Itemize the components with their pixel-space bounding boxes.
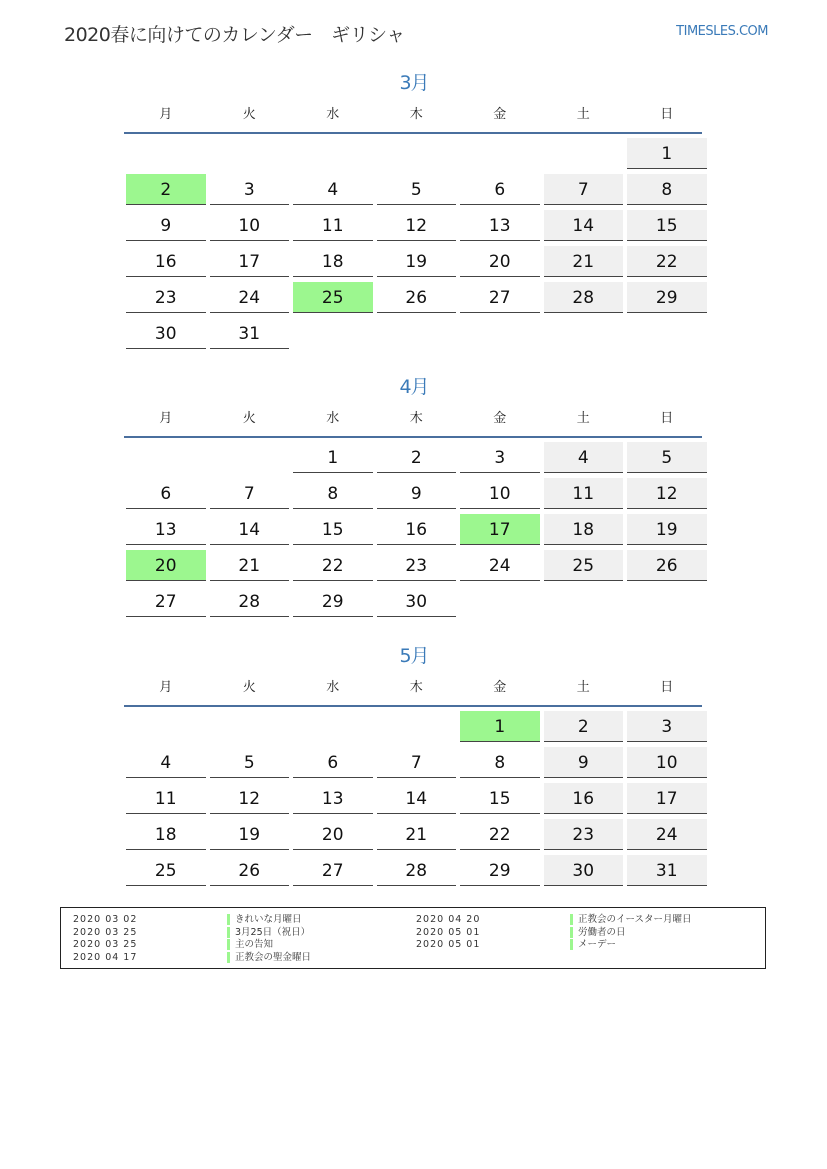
empty-cell bbox=[627, 318, 707, 348]
weekday-label: 火 bbox=[242, 411, 256, 426]
day-cell[interactable]: 8 bbox=[627, 174, 707, 205]
day-cell[interactable]: 18 bbox=[293, 246, 373, 277]
holiday-name: 労働者の日 bbox=[570, 927, 626, 938]
day-cell[interactable]: 22 bbox=[627, 246, 707, 277]
legend-column-right bbox=[416, 914, 692, 952]
legend-item bbox=[416, 927, 692, 940]
empty-cell bbox=[627, 586, 707, 616]
day-cell[interactable]: 17 bbox=[627, 783, 707, 814]
empty-cell bbox=[377, 138, 457, 168]
day-cell[interactable]: 26 bbox=[210, 855, 290, 886]
empty-cell bbox=[544, 586, 624, 616]
day-cell[interactable]: 28 bbox=[377, 855, 457, 886]
day-cell[interactable]: 26 bbox=[627, 550, 707, 581]
empty-cell bbox=[460, 586, 540, 616]
day-cell[interactable]: 18 bbox=[544, 514, 624, 545]
day-cell[interactable]: 15 bbox=[293, 514, 373, 545]
day-cell[interactable]: 27 bbox=[460, 282, 540, 313]
empty-cell bbox=[460, 138, 540, 168]
day-cell[interactable]: 15 bbox=[627, 210, 707, 241]
day-cell[interactable]: 13 bbox=[293, 783, 373, 814]
empty-cell bbox=[126, 138, 206, 168]
day-cell[interactable]: 1 bbox=[460, 711, 540, 742]
day-grid bbox=[124, 138, 704, 354]
day-cell[interactable]: 10 bbox=[210, 210, 290, 241]
weekday-label: 月 bbox=[159, 411, 173, 426]
weekday-label: 木 bbox=[409, 411, 423, 426]
weekday-label: 月 bbox=[159, 107, 173, 122]
day-cell[interactable]: 14 bbox=[544, 210, 624, 241]
brand-logo[interactable]: TIMESLES.COM bbox=[676, 24, 768, 39]
holiday-legend bbox=[60, 907, 766, 969]
day-cell[interactable]: 4 bbox=[544, 442, 624, 473]
weekday-label: 日 bbox=[660, 411, 674, 426]
legend-item bbox=[73, 939, 311, 952]
day-cell[interactable]: 29 bbox=[627, 282, 707, 313]
day-cell[interactable]: 3 bbox=[210, 174, 290, 205]
day-cell[interactable]: 7 bbox=[377, 747, 457, 778]
header-divider bbox=[124, 436, 702, 438]
day-cell[interactable]: 31 bbox=[210, 318, 290, 349]
day-grid bbox=[124, 711, 704, 891]
weekday-label: 金 bbox=[493, 107, 507, 122]
day-cell[interactable]: 1 bbox=[293, 442, 373, 473]
weekday-label: 日 bbox=[660, 680, 674, 695]
weekday-label: 木 bbox=[409, 680, 423, 695]
day-cell[interactable]: 16 bbox=[126, 246, 206, 277]
holiday-name: 正教会のイースター月曜日 bbox=[570, 914, 692, 925]
header-divider bbox=[124, 705, 702, 707]
day-cell[interactable]: 5 bbox=[627, 442, 707, 473]
day-cell[interactable]: 9 bbox=[544, 747, 624, 778]
day-cell[interactable]: 30 bbox=[377, 586, 457, 617]
month-april bbox=[124, 374, 704, 622]
empty-cell bbox=[293, 318, 373, 348]
day-cell[interactable]: 10 bbox=[460, 478, 540, 509]
day-cell[interactable]: 6 bbox=[460, 174, 540, 205]
day-cell[interactable]: 11 bbox=[293, 210, 373, 241]
empty-cell bbox=[210, 138, 290, 168]
day-cell[interactable]: 11 bbox=[544, 478, 624, 509]
holiday-date: 2020 03 02 bbox=[73, 914, 138, 925]
day-cell[interactable]: 28 bbox=[544, 282, 624, 313]
day-cell[interactable]: 28 bbox=[210, 586, 290, 617]
empty-cell bbox=[126, 442, 206, 472]
weekday-label: 火 bbox=[242, 107, 256, 122]
day-cell[interactable]: 16 bbox=[377, 514, 457, 545]
day-cell[interactable]: 18 bbox=[126, 819, 206, 850]
day-cell[interactable]: 24 bbox=[627, 819, 707, 850]
weekday-label: 金 bbox=[493, 411, 507, 426]
day-cell[interactable]: 30 bbox=[544, 855, 624, 886]
day-cell[interactable]: 2 bbox=[126, 174, 206, 205]
holiday-date: 2020 04 20 bbox=[416, 914, 481, 925]
day-cell[interactable]: 14 bbox=[210, 514, 290, 545]
holiday-date: 2020 05 01 bbox=[416, 926, 481, 938]
holiday-name: メーデー bbox=[570, 939, 616, 950]
page-title: 2020春に向けてのカレンダー ギリシャ bbox=[64, 24, 405, 46]
header-divider bbox=[124, 132, 702, 134]
weekday-header bbox=[124, 104, 704, 126]
day-cell[interactable]: 11 bbox=[126, 783, 206, 814]
empty-cell bbox=[377, 711, 457, 741]
month-title: 4月 bbox=[399, 376, 429, 398]
weekday-label: 水 bbox=[326, 680, 340, 695]
day-cell[interactable]: 26 bbox=[377, 282, 457, 313]
weekday-label: 木 bbox=[409, 107, 423, 122]
weekday-label: 土 bbox=[576, 107, 590, 122]
day-cell[interactable]: 20 bbox=[460, 246, 540, 277]
empty-cell bbox=[210, 711, 290, 741]
day-cell[interactable]: 29 bbox=[293, 586, 373, 617]
empty-cell bbox=[293, 138, 373, 168]
day-cell[interactable]: 14 bbox=[377, 783, 457, 814]
day-cell[interactable]: 7 bbox=[544, 174, 624, 205]
day-cell[interactable]: 30 bbox=[126, 318, 206, 349]
month-title: 3月 bbox=[399, 72, 429, 94]
holiday-name: 正教会の聖金曜日 bbox=[227, 952, 311, 963]
day-cell[interactable]: 5 bbox=[210, 747, 290, 778]
empty-cell bbox=[544, 318, 624, 348]
weekday-label: 土 bbox=[576, 680, 590, 695]
weekday-label: 日 bbox=[660, 107, 674, 122]
holiday-date: 2020 05 01 bbox=[416, 939, 481, 950]
day-cell[interactable]: 19 bbox=[377, 246, 457, 277]
day-cell[interactable]: 9 bbox=[126, 210, 206, 241]
day-cell[interactable]: 17 bbox=[460, 514, 540, 545]
holiday-name: 主の告知 bbox=[227, 939, 273, 950]
day-cell[interactable]: 19 bbox=[627, 514, 707, 545]
weekday-label: 水 bbox=[326, 411, 340, 426]
day-cell[interactable]: 2 bbox=[544, 711, 624, 742]
day-cell[interactable]: 15 bbox=[460, 783, 540, 814]
empty-cell bbox=[377, 318, 457, 348]
day-cell[interactable]: 21 bbox=[544, 246, 624, 277]
month-march bbox=[124, 70, 704, 354]
day-cell[interactable]: 29 bbox=[460, 855, 540, 886]
empty-cell bbox=[126, 711, 206, 741]
day-cell[interactable]: 21 bbox=[210, 550, 290, 581]
weekday-label: 土 bbox=[576, 411, 590, 426]
day-cell[interactable]: 8 bbox=[293, 478, 373, 509]
day-cell[interactable]: 6 bbox=[293, 747, 373, 778]
month-may bbox=[124, 643, 704, 891]
day-cell[interactable]: 25 bbox=[544, 550, 624, 581]
weekday-label: 水 bbox=[326, 107, 340, 122]
day-cell[interactable]: 20 bbox=[126, 550, 206, 581]
day-cell[interactable]: 22 bbox=[293, 550, 373, 581]
legend-item bbox=[73, 927, 311, 940]
empty-cell bbox=[460, 318, 540, 348]
day-cell[interactable]: 1 bbox=[627, 138, 707, 169]
holiday-date: 2020 03 25 bbox=[73, 926, 138, 938]
day-cell[interactable]: 25 bbox=[293, 282, 373, 313]
day-cell[interactable]: 27 bbox=[126, 586, 206, 617]
holiday-date: 2020 04 17 bbox=[73, 951, 138, 963]
legend-item bbox=[416, 939, 692, 952]
holiday-name: 3月25日（祝日） bbox=[227, 927, 310, 938]
holiday-name: きれいな月曜日 bbox=[227, 914, 302, 925]
weekday-label: 月 bbox=[159, 680, 173, 695]
day-cell[interactable]: 23 bbox=[377, 550, 457, 581]
empty-cell bbox=[544, 138, 624, 168]
day-cell[interactable]: 24 bbox=[460, 550, 540, 581]
day-cell[interactable]: 12 bbox=[377, 210, 457, 241]
day-cell[interactable]: 12 bbox=[627, 478, 707, 509]
day-cell[interactable]: 7 bbox=[210, 478, 290, 509]
day-cell[interactable]: 8 bbox=[460, 747, 540, 778]
day-cell[interactable]: 6 bbox=[126, 478, 206, 509]
day-cell[interactable]: 3 bbox=[460, 442, 540, 473]
day-grid bbox=[124, 442, 704, 622]
month-title: 5月 bbox=[399, 645, 429, 667]
day-cell[interactable]: 25 bbox=[126, 855, 206, 886]
day-cell[interactable]: 2 bbox=[377, 442, 457, 473]
day-cell[interactable]: 12 bbox=[210, 783, 290, 814]
weekday-header bbox=[124, 408, 704, 430]
weekday-label: 火 bbox=[242, 680, 256, 695]
day-cell[interactable]: 24 bbox=[210, 282, 290, 313]
day-cell[interactable]: 19 bbox=[210, 819, 290, 850]
empty-cell bbox=[293, 711, 373, 741]
day-cell[interactable]: 4 bbox=[126, 747, 206, 778]
day-cell[interactable]: 31 bbox=[627, 855, 707, 886]
weekday-label: 金 bbox=[493, 680, 507, 695]
holiday-date: 2020 03 25 bbox=[73, 939, 138, 950]
weekday-header bbox=[124, 677, 704, 699]
day-cell[interactable]: 21 bbox=[377, 819, 457, 850]
day-cell[interactable]: 10 bbox=[627, 747, 707, 778]
legend-item bbox=[416, 914, 692, 927]
legend-item bbox=[73, 952, 311, 965]
day-cell[interactable]: 17 bbox=[210, 246, 290, 277]
day-cell[interactable]: 3 bbox=[627, 711, 707, 742]
day-cell[interactable]: 5 bbox=[377, 174, 457, 205]
day-cell[interactable]: 22 bbox=[460, 819, 540, 850]
legend-column-left bbox=[73, 914, 311, 964]
day-cell[interactable]: 13 bbox=[126, 514, 206, 545]
day-cell[interactable]: 23 bbox=[544, 819, 624, 850]
day-cell[interactable]: 9 bbox=[377, 478, 457, 509]
legend-item bbox=[73, 914, 311, 927]
day-cell[interactable]: 20 bbox=[293, 819, 373, 850]
day-cell[interactable]: 27 bbox=[293, 855, 373, 886]
day-cell[interactable]: 16 bbox=[544, 783, 624, 814]
day-cell[interactable]: 23 bbox=[126, 282, 206, 313]
day-cell[interactable]: 13 bbox=[460, 210, 540, 241]
empty-cell bbox=[210, 442, 290, 472]
day-cell[interactable]: 4 bbox=[293, 174, 373, 205]
